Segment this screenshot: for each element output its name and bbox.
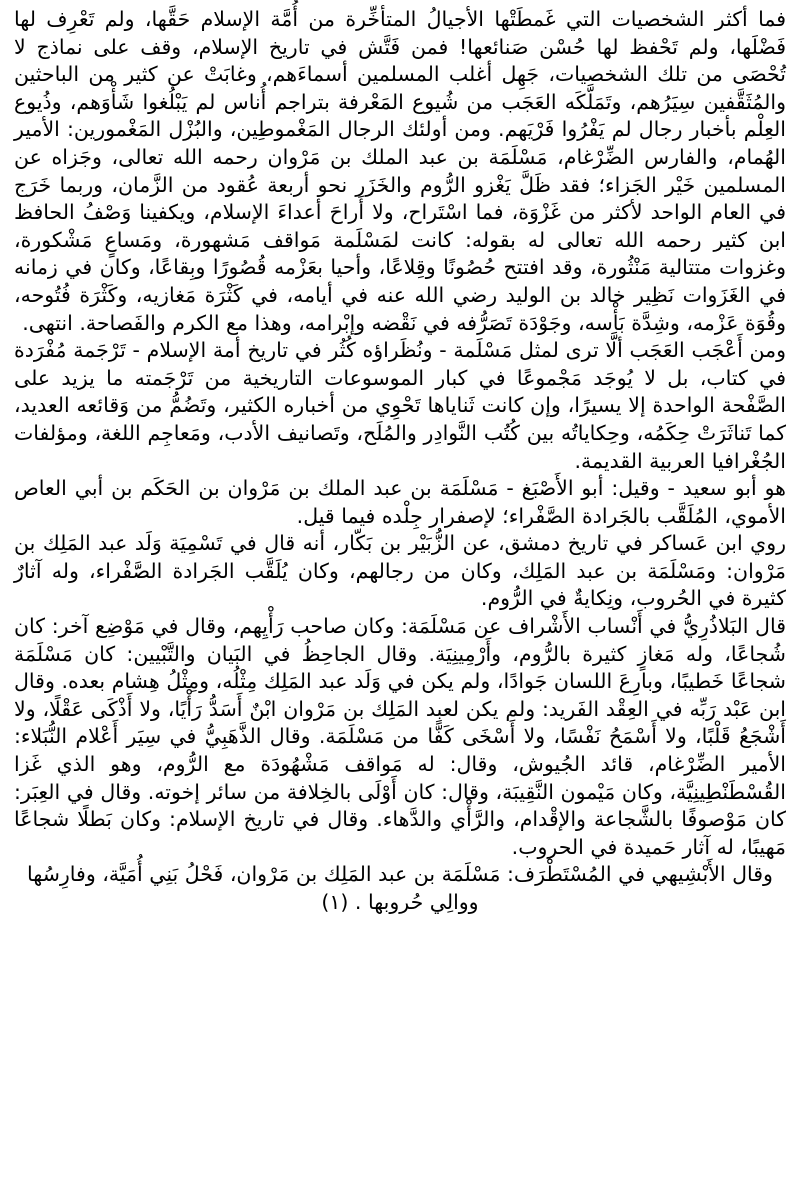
wonder-paragraph: ومن أَعْجَب العَجَب ألَّا ترى لمثل مَسْلَمة - ونُظَراؤه كُثُر في تاريخ أمة الإسلام - تَرْجَمة مُفْرَدة في كتاب، بل لا يُوجَد مَجْموعًا في كبار الموسوعات التاريخية من تَرْجَمته ما يزيد على الصَّفْحة الواحدة إلا يسيرًا، وإن كانت ثَناياها تَحْوِي من أخباره الكثير، وتَضُمُّ من وَقائعه العديد، كما تَناثَرَتْ حِكَمُه، وحِكاياتُه بين كُتُب النَّوادِر والمُلَح، وتَصانيف الأدب، ومَعاجِم اللغة، ومؤلفات الجُغْرافيا العربية القديمة. bbox=[14, 338, 786, 473]
intro-paragraph: فما أكثر الشخصيات التي غَمطَتْها الأجيالُ المتأخِّرة من أُمَّة الإسلام حَقَّها، ولم تَعْرِف لها فَضْلَها، ولم تَحْفظ لها حُسْن صَنائعها! فمن فَتَّش في تاريخ الإسلام، وقف على نماذج لا تُحْصَى من تلك الشخصيات، جَهِل أغلب المسلمين أسماءَهم، وغابَتْ عن كثير من الباحثين والمُثَقَّفين سِيَرُهم، وتَمَلَّكَه العَجَب من شُيوع المَعْرفة بتراجم أُناس لم يَبْلُغوا شَأْوَهم، وذُيوع العِلْم بأخبار رجال لم يَفْرُوا فَرْيَهم. ومن أولئك الرجال المَغْموطِين، والبُزْل المَغْمورين: الأمير الهُمام، والفارس الضِّرْغام، مَسْلَمَة بن عبد الملك بن مَرْوان رحمه الله تعالى، وجَزاه عن المسلمين خَيْر الجَزاء؛ فقد ظَلَّ يَغْزو الرُّوم والخَزَر نحو أربعة عُقود من الزَّمان، وربما خَرَج في العام الواحد لأكثر من غَزْوَة، فما اسْتَراح، ولا أَراحَ أعداءَ الإسلام، ويكفينا وَصْفُ الحافظ ابن كثير رحمه الله تعالى له بقوله: كانت لمَسْلَمة مَواقف مَشهورة، ومَساعٍ مَشْكورة، وغزوات متتالية مَنْثُورة، وقد افتتح حُصُونًا وقِلاعًا، وأحيا بعَزْمه قُصُورًا وبِقاعًا، وكان في زمانه في الغَزَوات نَظِير خالد بن الوليد رضي الله عنه في أيامه، في كَثْرَة مَغازيه، وكَثْرَة فُتُوحه، وقُوَة عَزْمه، وشِدَّة بَأْسه، وجَوْدَة تَصَرُّفه في نَقْضه وإبْرامه، وهذا مع الكرم والفَصاحة. انتهى. bbox=[14, 7, 786, 335]
ibn-asakir-paragraph: روي ابن عَساكر في تاريخ دمشق، عن الزُّبَيْر بن بَكّار، أنه قال في تَسْمِيَة وَلَد عبد المَلِك بن مَرْوان: ومَسْلَمَة بن عبد المَلِك، وكان من رجالهم، وكان يُلَقَّب الجَرادة الصَّفْراء، وله آثارٌ كثيرة في الحُروب، ونِكايةٌ في الرُّوم. bbox=[14, 531, 786, 611]
closing-quote-paragraph: وقال الأَبْشِيهي في المُسْتَطْرَف: مَسْلَمَة بن عبد المَلِك بن مَرْوان، فَحْلُ بَنِي أُمَيَّة، وفارِسُها ووالِي حُروبها . (١) bbox=[27, 862, 773, 914]
name-paragraph: هو أبو سعيد - وقيل: أبو الأَصْبَغ - مَسْلَمَة بن عبد الملك بن مَرْوان بن الحَكَم بن أبي العاص الأموي، المُلَقَّب بالجَرادة الصَّفْراء؛ لإصفرار جِلْده فيما قيل. bbox=[14, 476, 786, 528]
quotes-paragraph: قال البَلاذُرِيُّ في أَنْساب الأَشْراف عن مَسْلَمَة: وكان صاحب رَأْيِهم، وقال في مَوْضِع آخر: كان شُجاعًا، وله مَغازٍ كثيرة بالرُّوم، وأَرْمِينِيَة. وقال الجاحِظُ في البَيان والتَّبْيين: كان مَسْلَمَة شجاعًا خَطيبًا، وبارِعَ اللسان جَوادًا، ولم يكن في وَلَد عبد المَلِك مِثْلُه، ومِثْلُ هِشام بعده. وقال ابن عَبْد رَبِّه في العِقْد الفَريد: ولم يكن لعبد المَلِك بن مَرْوان ابْنٌ أَسَدُّ رَأْيًا، ولا أَذْكَى عَقْلًا، ولا أَشْجَعُ قَلْبًا، ولا أَسْمَحُ نَفْسًا، ولا أَسْخَى كَفًّا من مَسْلَمَة. وقال الذَّهَبِيُّ في سِيَر أَعْلام النُّبَلاء: الأمير الضِّرْغام، قائد الجُيوش، وقال: له مَواقف مَشْهُودَة مع الرُّوم، وهو الذي غَزا القُسْطَنْطِينِيَّة، وكان مَيْمون النَّقِيبَة، وقال: كان أَوْلَى بالخِلافة من سائر إخوته. وقال في العِبَر: كان مَوْصوفًا بالشَّجاعة والإقْدام، والرَّأْي والدَّهاء. وقال في تاريخ الإسلام: وكان بَطلًا شجاعًا مَهيبًا، له آثار حَميدة في الحروب. bbox=[14, 614, 786, 859]
